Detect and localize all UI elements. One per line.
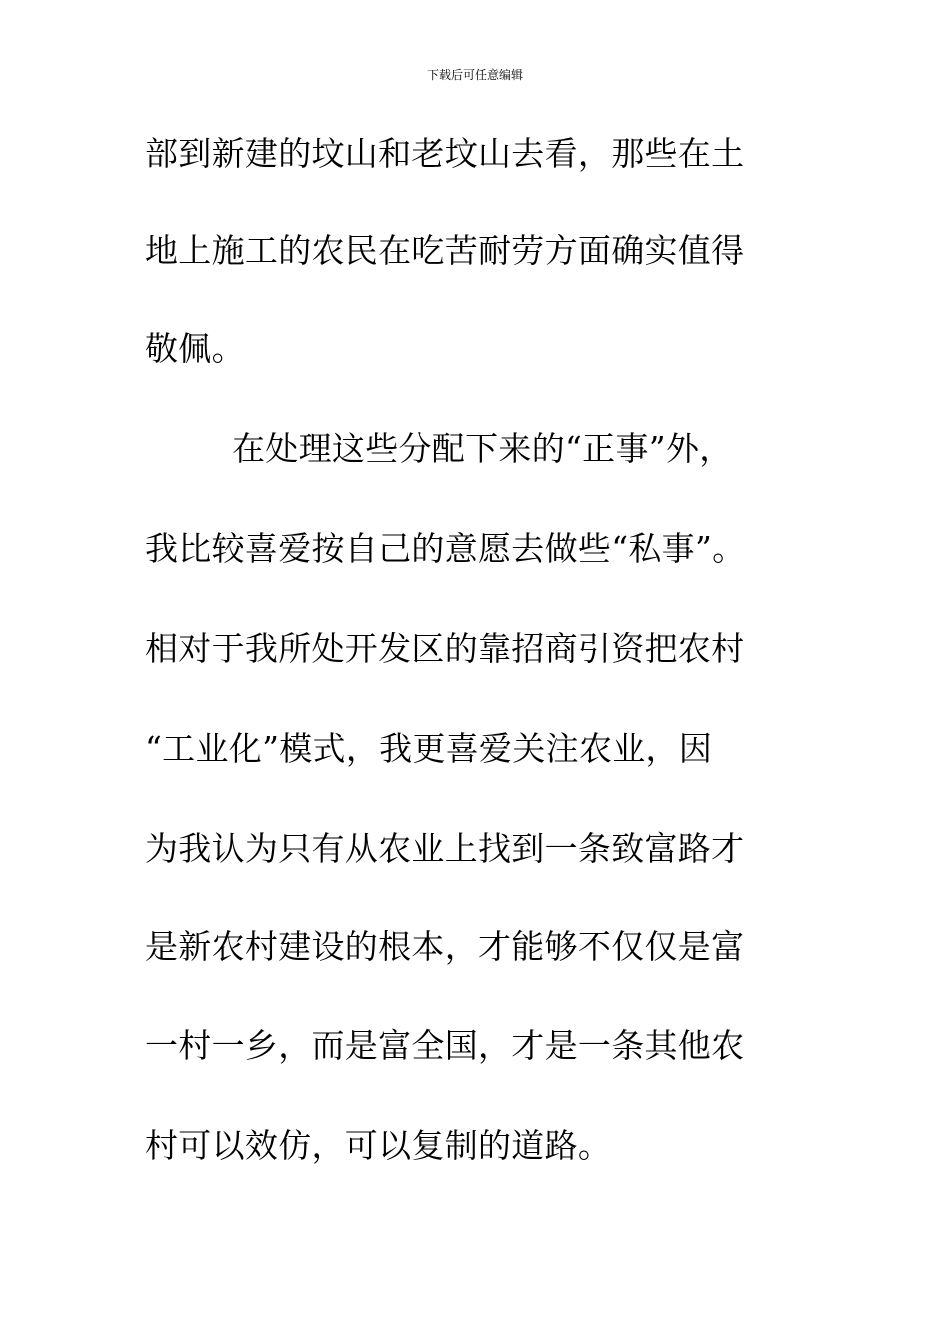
text-line-1: 部到新建的坟山和老坟山去看，那些在土 [145,134,745,173]
text-line-11: 村可以效仿，可以复制的道路。 [145,1126,612,1165]
text-line-7: “工业化”模式，我更喜爱关注农业，因 [145,729,713,768]
text-line-8: 为我认为只有从农业上找到一条致富路才 [145,829,745,868]
text-line-5: 我比较喜爱按自己的意愿去做些“私事”。 [145,529,746,568]
page-header: 下载后可任意编辑 [426,68,523,82]
text-line-2: 地上施工的农民在吃苦耐劳方面确实值得 [145,231,745,270]
text-line-4: 在处理这些分配下来的“正事”外， [232,429,733,468]
text-line-6: 相对于我所处开发区的靠招商引资把农村 [145,629,745,668]
text-line-9: 是新农村建设的根本，才能够不仅仅是富 [145,927,745,966]
text-line-3: 敬佩。 [145,329,245,368]
text-line-10: 一村一乡，而是富全国，才是一条其他农 [145,1026,745,1065]
